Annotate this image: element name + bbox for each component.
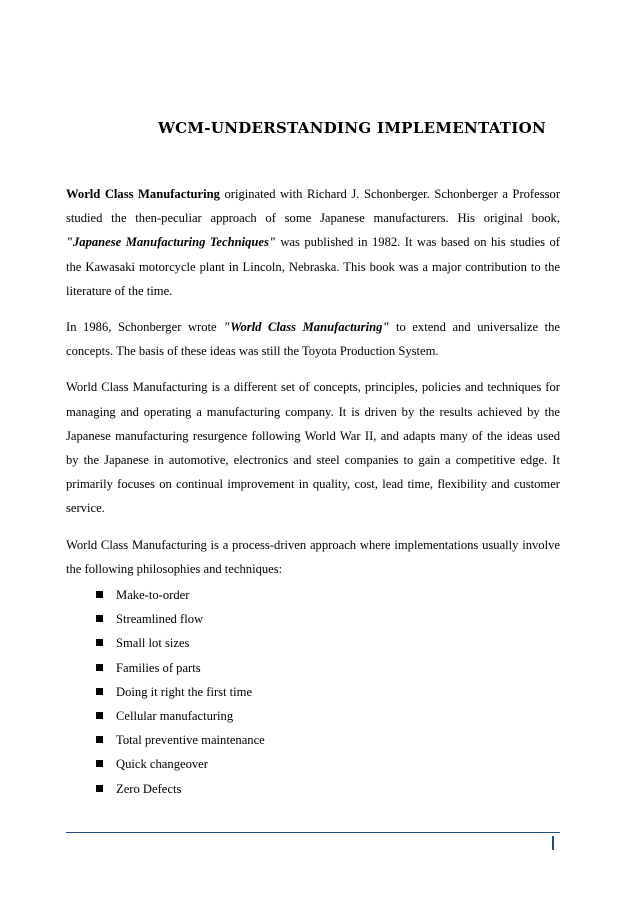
square-bullet-icon (96, 688, 103, 695)
list-item-label: Streamlined flow (116, 612, 204, 627)
list-item (66, 583, 560, 607)
square-bullet-icon (96, 615, 103, 622)
list-item-label: Cellular manufacturing (116, 709, 234, 724)
square-bullet-icon (96, 664, 103, 671)
paragraph-origin-text-1: originated with Richard J. Schonberger. Schonberger a Professor studied the then-peculiar approach of some Japanese manufacturers. His original book, (66, 187, 561, 226)
list-item-label: Total preventive maintenance (116, 733, 265, 748)
paragraph-origin (66, 182, 560, 303)
list-item (66, 680, 560, 704)
list-item (66, 728, 560, 752)
list-item (66, 752, 560, 776)
list-item-label: Small lot sizes (116, 636, 190, 651)
page-title: WCM-UNDERSTANDING IMPLEMENTATION (158, 119, 546, 137)
book-title-world-class-manufacturing: "World Class Manufacturing" (223, 320, 390, 335)
list-item (66, 777, 560, 801)
list-item (66, 631, 560, 655)
paragraph-approach: World Class Manufacturing is a process-driven approach where implementations usually involve the following philosophies and techniques: (66, 537, 560, 576)
paragraph-1986-text-2: to extend and universalize the concepts. The basis of these ideas was still the Toyota Production System. (66, 320, 560, 359)
footer-rule (66, 832, 560, 833)
paragraph-1986 (66, 315, 560, 363)
list-item-label: Zero Defects (116, 781, 182, 796)
list-item (66, 607, 560, 631)
square-bullet-icon (96, 760, 103, 767)
techniques-list (66, 583, 560, 801)
paragraph-origin-text-2: was published in 1982. It was based on his studies of the Kawasaki motorcycle plant in Lincoln, Nebraska. This book was a major contribution to the literature of the time. (66, 235, 561, 298)
list-item (66, 704, 560, 728)
paragraph-origin-lead: World Class Manufacturing (66, 187, 220, 201)
square-bullet-icon (96, 639, 103, 646)
book-title-japanese-techniques: "Japanese Manufacturing Techniques" (66, 235, 276, 250)
square-bullet-icon (96, 591, 103, 598)
list-item-label: Make-to-order (116, 588, 190, 603)
square-bullet-icon (96, 785, 103, 792)
document-body (66, 182, 560, 801)
list-item-label: Families of parts (116, 660, 201, 675)
square-bullet-icon (96, 736, 103, 743)
page-number-marker (552, 836, 554, 850)
paragraph-1986-text-1: In 1986, Schonberger wrote (66, 320, 224, 335)
square-bullet-icon (96, 712, 103, 719)
list-item (66, 656, 560, 680)
list-item-label: Doing it right the first time (116, 684, 253, 699)
paragraph-definition: World Class Manufacturing is a different set of concepts, principles, policies and techniques for managing and operating a manufacturing company. It is driven by the results achieved by the Japanese manufacturing resurgence following World War II, and adapts many of the ideas used by the Japanese in automotive, electronics and steel companies to gain a competitive edge. It primarily focuses on continual improvement in quality, cost, lead time, flexibility and customer service. (66, 380, 560, 516)
list-item-label: Quick changeover (116, 757, 208, 772)
